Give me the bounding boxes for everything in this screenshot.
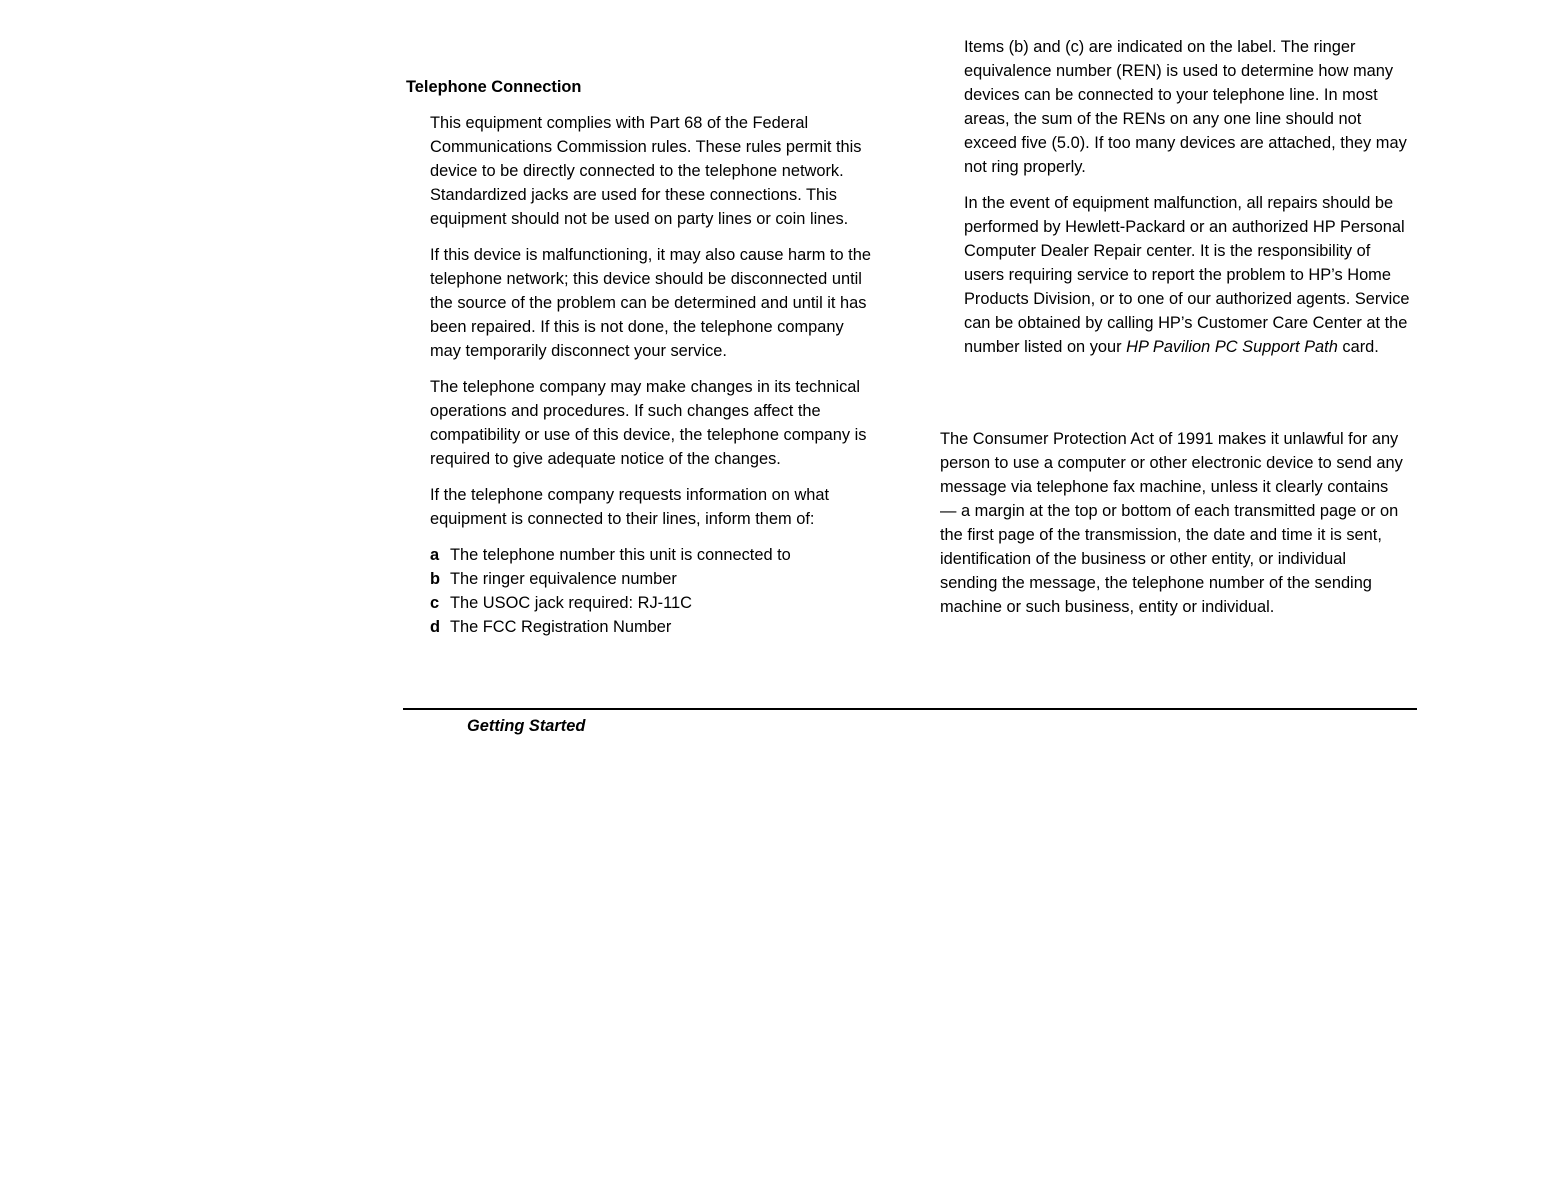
text-line: This equipment complies with Part 68 of the Federal	[430, 114, 809, 132]
text-line: Items (b) and (c) are indicated on the label. The ringer	[964, 38, 1356, 56]
list-marker: d	[430, 618, 441, 636]
text-line: been repaired. If this is not done, the telephone company	[430, 318, 844, 336]
text-line: equivalence number (REN) is used to determine how many	[964, 62, 1394, 80]
list-item-text: The telephone number this unit is connected to	[450, 546, 791, 564]
text-line: If the telephone company requests information on what	[430, 486, 830, 504]
text-line: telephone network; this device should be disconnected until	[430, 270, 862, 288]
text-fragment: card.	[1337, 338, 1379, 356]
section-heading: Telephone Connection	[406, 78, 582, 96]
text-line: areas, the sum of the RENs on any one line should not	[964, 110, 1362, 128]
text-line: exceed five (5.0). If too many devices are attached, they may	[964, 134, 1407, 152]
text-line: not ring properly.	[964, 158, 1086, 176]
text-line: The Consumer Protection Act of 1991 makes it unlawful for any	[940, 430, 1399, 448]
text-line	[964, 335, 1410, 359]
text-line: Communications Commission rules. These rules permit this	[430, 138, 862, 156]
text-line: Products Division, or to one of our authorized agents. Service	[964, 290, 1410, 308]
paragraph-repairs	[964, 191, 1410, 359]
text-line: operations and procedures. If such changes affect the	[430, 402, 821, 420]
text-fragment: number listed on your	[964, 338, 1127, 356]
text-line: users requiring service to report the problem to HP’s Home	[964, 266, 1391, 284]
text-line: can be obtained by calling HP’s Customer Care Center at the	[964, 314, 1408, 332]
text-line: the source of the problem can be determined and until it has	[430, 294, 867, 312]
text-line: device to be directly connected to the telephone network.	[430, 162, 844, 180]
text-line: person to use a computer or other electronic device to send any	[940, 454, 1403, 472]
paragraph-consumer-protection	[940, 427, 1403, 619]
text-line: identification of the business or other entity, or individual	[940, 550, 1347, 568]
text-line: The telephone company may make changes in its technical	[430, 378, 861, 396]
support-path-title: HP Pavilion PC Support Path	[1126, 338, 1338, 356]
text-line: devices can be connected to your telephone line. In most	[964, 86, 1378, 104]
text-line: the first page of the transmission, the date and time it is sent,	[940, 526, 1382, 544]
list-item	[430, 567, 791, 591]
text-line: required to give adequate notice of the changes.	[430, 450, 781, 468]
paragraph-ren	[964, 35, 1407, 179]
paragraph-malfunction	[430, 243, 871, 363]
text-line: may temporarily disconnect your service.	[430, 342, 727, 360]
text-line: compatibility or use of this device, the telephone company is	[430, 426, 867, 444]
paragraph-changes	[430, 375, 866, 471]
footer-title: Getting Started	[467, 717, 586, 735]
list-marker: c	[430, 594, 440, 612]
list-item	[430, 615, 791, 639]
text-line: performed by Hewlett-Packard or an authorized HP Personal	[964, 218, 1405, 236]
text-line: machine or such business, entity or individual.	[940, 598, 1275, 616]
text-line: Computer Dealer Repair center. It is the responsibility of	[964, 242, 1371, 260]
text-line: In the event of equipment malfunction, all repairs should be	[964, 194, 1394, 212]
list-marker: b	[430, 570, 441, 588]
text-line: message via telephone fax machine, unless it clearly contains	[940, 478, 1389, 496]
text-line: Standardized jacks are used for these connections. This	[430, 186, 837, 204]
list-item	[430, 591, 791, 615]
text-line: — a margin at the top or bottom of each transmitted page or on	[940, 502, 1399, 520]
list-item-text: The USOC jack required: RJ-11C	[450, 594, 692, 612]
text-line: If this device is malfunctioning, it may also cause harm to the	[430, 246, 871, 264]
list-item-text: The FCC Registration Number	[450, 618, 672, 636]
list-item	[430, 543, 791, 567]
text-line: equipment is connected to their lines, inform them of:	[430, 510, 815, 528]
text-line: equipment should not be used on party lines or coin lines.	[430, 210, 849, 228]
footer-rule	[403, 708, 1417, 710]
paragraph-fcc-compliance	[430, 111, 861, 231]
info-list	[430, 543, 791, 639]
paragraph-information	[430, 483, 829, 531]
text-line: sending the message, the telephone number of the sending	[940, 574, 1372, 592]
list-item-text: The ringer equivalence number	[450, 570, 677, 588]
list-marker: a	[430, 546, 440, 564]
